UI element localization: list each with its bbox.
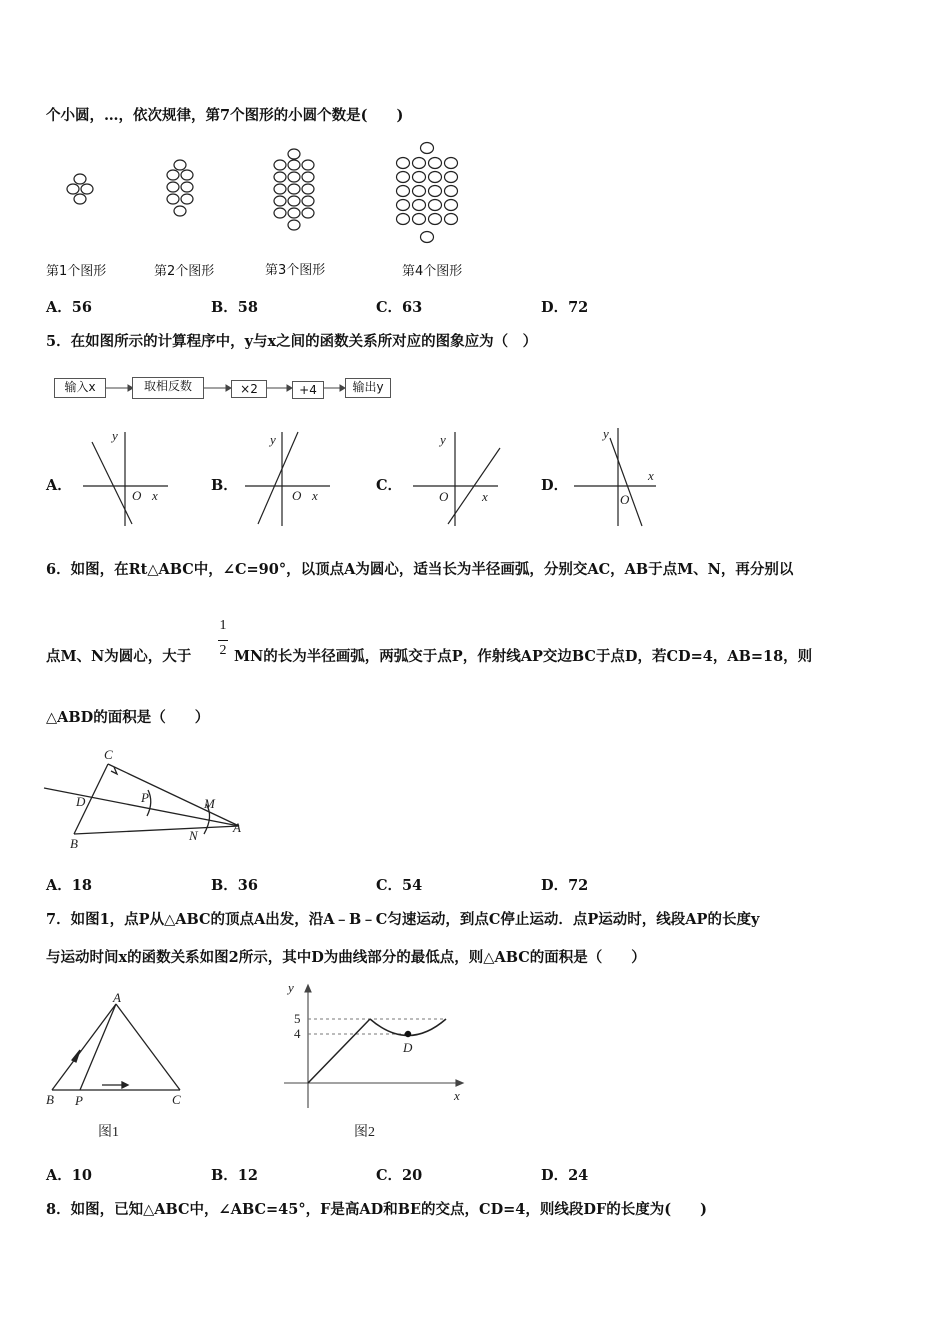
q4-option-d[interactable]: D．72 <box>541 299 589 316</box>
svg-text:y: y <box>112 428 118 443</box>
q5-graph-d <box>572 426 662 530</box>
q5-graph-b <box>242 430 332 530</box>
q7-option-d[interactable]: D．24 <box>541 1167 589 1184</box>
q5-option-b[interactable]: B． <box>211 477 238 494</box>
svg-text:y: y <box>270 432 276 447</box>
svg-text:O: O <box>132 488 142 503</box>
svg-text:B: B <box>70 836 78 851</box>
q5-graph-c <box>410 430 500 530</box>
q7-option-c[interactable]: C．20 <box>376 1167 423 1184</box>
q4-option-b[interactable]: B．58 <box>211 299 258 316</box>
q4-caption-3: 第3个图形 <box>265 263 326 278</box>
svg-text:D: D <box>403 1040 413 1055</box>
q4-option-c[interactable]: C．63 <box>376 299 423 316</box>
q6-line-2a: 点M、N为圆心，大于 <box>46 648 192 665</box>
svg-text:y: y <box>603 426 609 441</box>
svg-text:x: x <box>482 489 488 504</box>
q5-option-c[interactable]: C． <box>376 477 403 494</box>
svg-text:图1: 图1 <box>98 1125 119 1140</box>
svg-text:C: C <box>104 747 113 762</box>
svg-text:M: M <box>204 796 215 811</box>
svg-text:A: A <box>113 990 121 1005</box>
chart-min-point-d <box>405 1031 411 1037</box>
flow-output-box: 输出y <box>345 378 391 398</box>
q7-line-1: 7．如图1，点P从△ABC的顶点A出发，沿A﹣B﹣C匀速运动，到点C停止运动．点P运动时，线段AP的长度y <box>46 911 760 928</box>
chart-linear-segment <box>308 1019 370 1083</box>
q5-flow-arrows <box>0 0 950 420</box>
q6-triangle-figure <box>44 744 249 854</box>
q7-option-a[interactable]: A．10 <box>46 1167 92 1184</box>
q4-caption-4: 第4个图形 <box>402 264 463 279</box>
svg-text:5: 5 <box>294 1011 301 1026</box>
q7-figure-2-chart <box>276 982 471 1142</box>
fraction-numerator: 1 <box>219 618 227 633</box>
svg-text:N: N <box>189 828 198 843</box>
q4-caption-1: 第1个图形 <box>46 264 107 279</box>
svg-text:O: O <box>620 492 630 507</box>
svg-text:P: P <box>141 790 149 805</box>
svg-text:x: x <box>454 1088 460 1103</box>
q6-line-2b: MN的长为半径画弧，两弧交于点P，作射线AP交边BC于点D，若CD=4，AB=18，则 <box>234 648 813 665</box>
q6-line-3: △ABD的面积是（ ） <box>46 709 210 726</box>
q5-option-d[interactable]: D． <box>541 477 569 494</box>
svg-text:y: y <box>440 432 446 447</box>
svg-text:O: O <box>292 488 302 503</box>
fraction-bar <box>218 640 228 641</box>
q6-option-b[interactable]: B．36 <box>211 877 258 894</box>
svg-text:A: A <box>233 820 241 835</box>
q4-caption-2: 第2个图形 <box>154 264 215 279</box>
q6-option-c[interactable]: C．54 <box>376 877 423 894</box>
q4-text: 个小圆，…，依次规律，第7个图形的小圆个数是( ) <box>46 107 404 124</box>
svg-text:O: O <box>439 489 449 504</box>
q7-line-2: 与运动时间x的函数关系如图2所示，其中D为曲线部分的最低点，则△ABC的面积是（ ） <box>46 949 646 966</box>
svg-text:图2: 图2 <box>354 1125 375 1140</box>
q6-option-d[interactable]: D．72 <box>541 877 589 894</box>
flow-negate-box: 取相反数 <box>132 377 204 399</box>
q5-graph-a <box>80 430 170 530</box>
q4-option-a[interactable]: A．56 <box>46 299 92 316</box>
svg-text:D: D <box>76 794 86 809</box>
q7-option-b[interactable]: B．12 <box>211 1167 258 1184</box>
svg-text:C: C <box>172 1092 181 1107</box>
svg-text:y: y <box>288 980 294 995</box>
svg-text:x: x <box>152 488 158 503</box>
svg-text:4: 4 <box>294 1026 301 1041</box>
fraction-denominator: 2 <box>219 643 227 658</box>
q7-figure-1 <box>44 990 194 1140</box>
q5-option-a[interactable]: A． <box>46 477 72 494</box>
flow-input-box: 输入x <box>54 378 106 398</box>
svg-text:x: x <box>312 488 318 503</box>
q8-text: 8．如图，已知△ABC中，∠ABC=45°，F是高AD和BE的交点，CD=4，则线段DF的长度为( ) <box>46 1201 707 1218</box>
svg-text:x: x <box>648 468 654 483</box>
q6-option-a[interactable]: A．18 <box>46 877 92 894</box>
q5-text: 5．在如图所示的计算程序中，y与x之间的函数关系所对应的图象应为（ ） <box>46 333 538 350</box>
q6-line-1: 6．如图，在Rt△ABC中，∠C=90°，以顶点A为圆心，适当长为半径画弧，分别交AC，AB于点M、N，再分别以 <box>46 561 794 578</box>
flow-times-two-box: ×2 <box>231 380 267 398</box>
svg-text:B: B <box>46 1092 54 1107</box>
flow-plus-four-box: +4 <box>292 381 324 399</box>
svg-text:P: P <box>75 1093 83 1108</box>
